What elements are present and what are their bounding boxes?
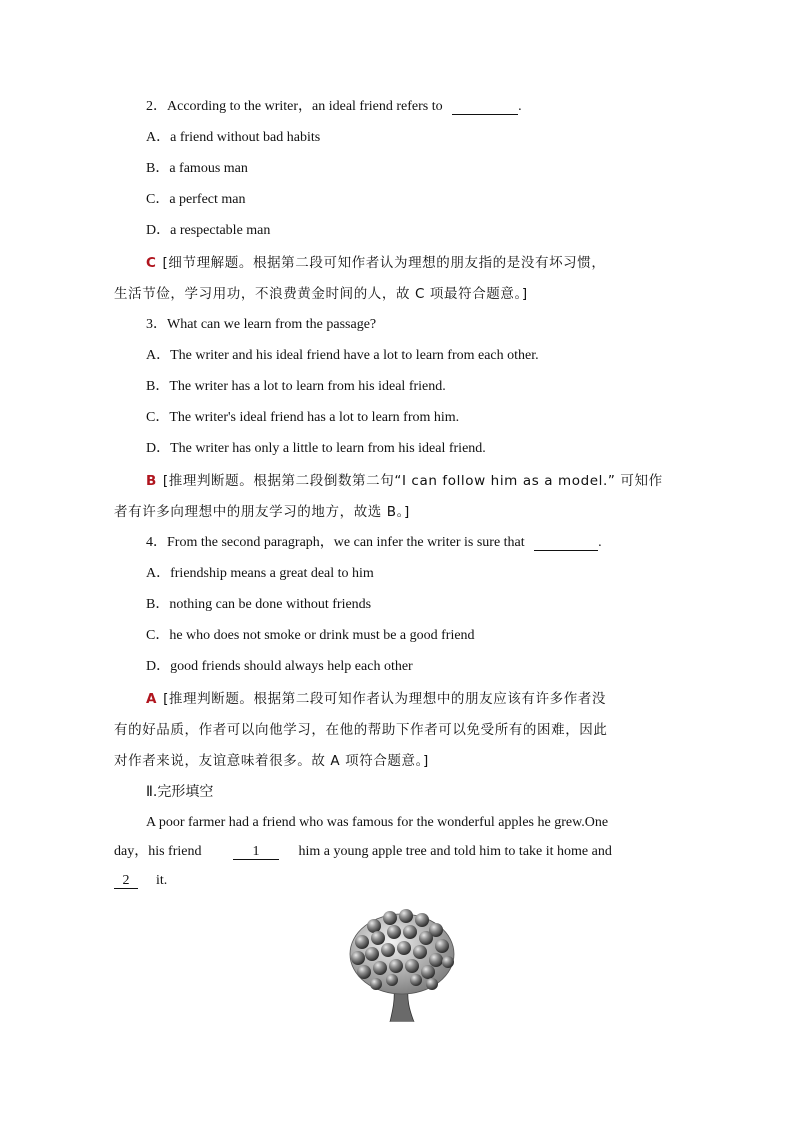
answer-blank <box>452 99 518 115</box>
option-c: C．a perfect man <box>146 192 246 207</box>
section-title: Ⅱ.完形填空 <box>146 784 214 800</box>
question-2-explanation-cont: 生活节俭，学习用功，不浪费黄金时间的人，故 C 项最符合题意。] <box>114 286 528 302</box>
cloze-blank-1: 1 <box>233 844 279 860</box>
cloze-paragraph-line: day，his friend 1 him a young apple tree and told him to take it home and <box>114 844 612 859</box>
option-a: A．a friend without bad habits <box>146 130 321 145</box>
answer-letter: A <box>146 691 158 707</box>
answer-letter: C <box>146 255 157 271</box>
question-3-explanation-cont: 者有许多向理想中的朋友学习的地方，故选 B。] <box>114 504 410 520</box>
question-4-explanation: A [推理判断题。根据第二段可知作者认为理想中的朋友应该有许多作者没 <box>146 691 607 707</box>
cloze-paragraph-line: A poor farmer had a friend who was famous for the wonderful apples he grew.One <box>146 815 609 830</box>
answer-letter: B <box>146 473 157 489</box>
option-d: D．good friends should always help each other <box>146 659 413 674</box>
option-b: B．nothing can be done without friends <box>146 597 372 612</box>
question-4-explanation-cont: 对作者来说，友谊意味着很多。故 A 项符合题意。] <box>114 753 429 769</box>
question-3-stem: 3．What can we learn from the passage? <box>146 317 377 332</box>
option-d: D．a respectable man <box>146 223 271 238</box>
option-b: B．The writer has a lot to learn from his ideal friend. <box>146 379 446 394</box>
question-4-explanation-cont: 有的好品质，作者可以向他学习，在他的帮助下作者可以免受所有的困难，因此 <box>114 722 608 738</box>
cloze-blank-2: 2 <box>114 873 138 889</box>
apple-tree-illustration <box>346 904 458 1022</box>
option-a: A．The writer and his ideal friend have a lot to learn from each other. <box>146 348 539 363</box>
question-4-stem: 4．From the second paragraph，we can infer the writer is sure that . <box>146 535 602 550</box>
option-d: D．The writer has only a little to learn from his ideal friend. <box>146 441 486 456</box>
option-a: A．friendship means a great deal to him <box>146 566 374 581</box>
question-2-explanation: C [细节理解题。根据第二段可知作者认为理想的朋友指的是没有坏习惯， <box>146 255 606 271</box>
answer-blank <box>534 535 598 551</box>
question-2-stem: 2．According to the writer，an ideal friend refers to . <box>146 99 522 114</box>
option-c: C．The writer's ideal friend has a lot to learn from him. <box>146 410 460 425</box>
option-b: B．a famous man <box>146 161 248 176</box>
option-c: C．he who does not smoke or drink must be a good friend <box>146 628 475 643</box>
cloze-paragraph-line: 2 it. <box>114 872 167 890</box>
question-3-explanation: B [推理判断题。根据第二段倒数第二句“I can follow him as a model.” 可知作 <box>146 473 663 489</box>
